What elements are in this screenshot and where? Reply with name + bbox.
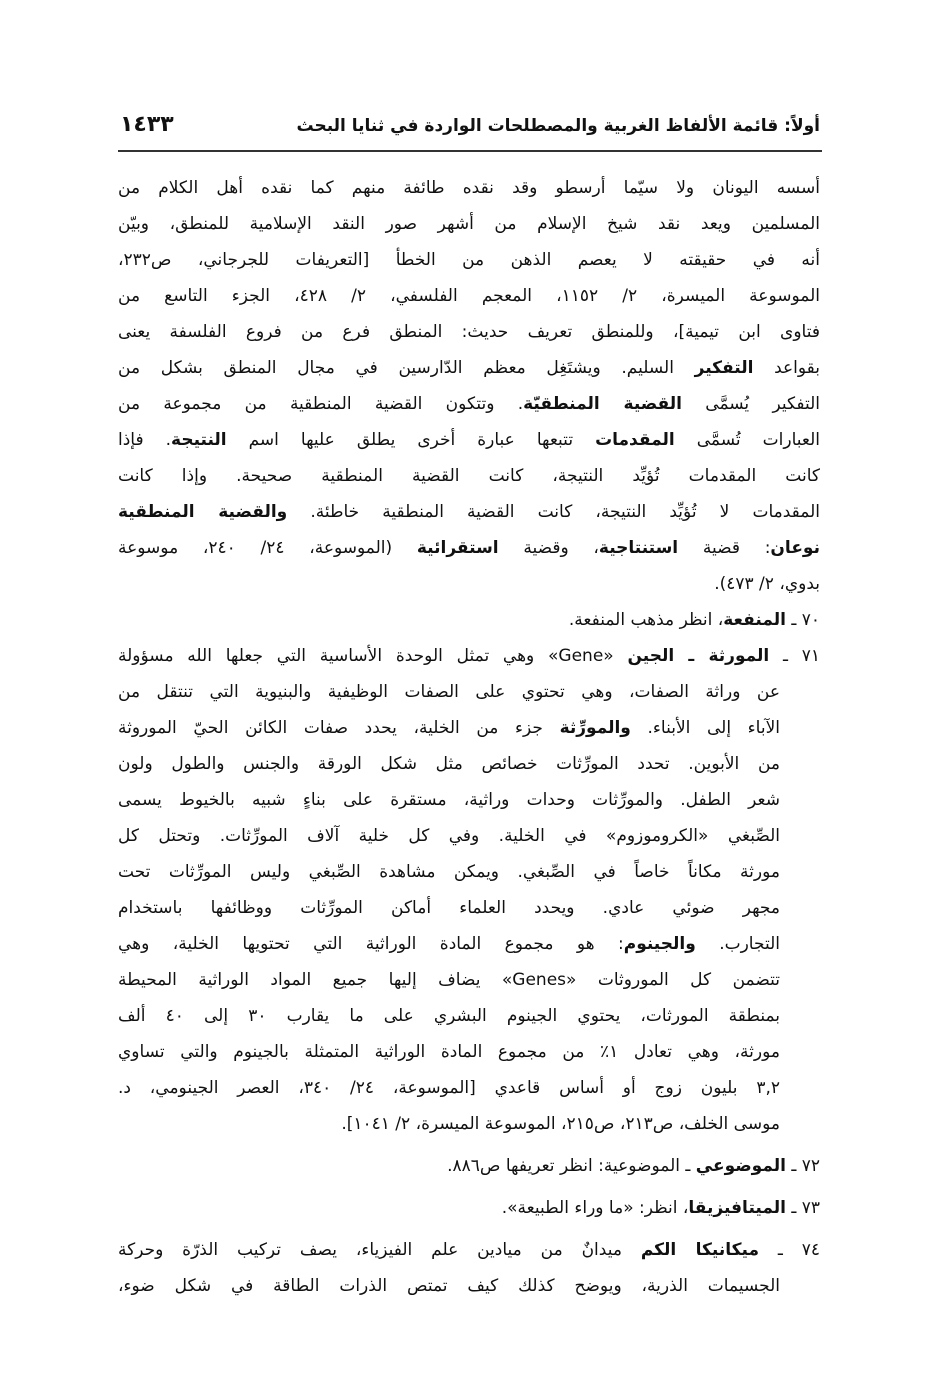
text-run: ٧٣ ـ bbox=[785, 1198, 820, 1218]
text-line bbox=[118, 566, 820, 602]
text-line bbox=[118, 818, 780, 854]
text-line bbox=[118, 926, 780, 962]
text-run: السليم. ويشتَغِل معظم الدّارسين في مجال المنطق بشكل من bbox=[118, 358, 695, 378]
text-run: من الأبوين. تحدد المورِّثات خصائص مثل شكل الورقة والجنس والطول ولون bbox=[118, 754, 780, 774]
text-run: ٣,٢ بليون زوج أو أساس قاعدي [الموسوعة، ٢٤/ ٣٤٠، العصر الجينومي، د. bbox=[118, 1078, 780, 1098]
term-bold: استقرائية bbox=[416, 538, 499, 558]
term-bold: النتيجة bbox=[171, 430, 227, 450]
text-run: ٧٤ ـ bbox=[758, 1240, 820, 1260]
text-run: : قضية bbox=[678, 538, 771, 558]
term-bold: ميكانيكا الكم bbox=[640, 1240, 759, 1260]
header-rule bbox=[118, 150, 822, 152]
term-bold: التفكير bbox=[694, 358, 754, 378]
text-run: المسلمين ويعد نقد شيخ الإسلام من أشهر صور النقد الإسلامية للمنطق، وبيّن bbox=[118, 214, 820, 234]
text-line bbox=[118, 530, 820, 566]
text-run: موسى الخلف، ص٢١٣، ص٢١٥، الموسوعة الميسرة، ٢/ ١٠٤١]. bbox=[341, 1114, 780, 1134]
text-line bbox=[118, 494, 820, 530]
text-line bbox=[118, 890, 780, 926]
text-run: ، انظر: «ما وراء الطبيعة». bbox=[501, 1198, 689, 1218]
text-run: الصِّبغي «الكروموزوم» في الخلية. وفي كل خلية آلاف المورِّثات. وتحتل كل bbox=[118, 826, 780, 846]
term-bold: والمورِّثة bbox=[559, 718, 631, 738]
glossary-entry bbox=[118, 1232, 820, 1304]
text-run: شعر الطفل. والمورِّثات وحدات وراثية، مستقرة على بناءٍ شبيه بالخيوط يسمى bbox=[118, 790, 780, 810]
text-run: عن وراثة الصفات، وهي تحتوي على الصفات الوظيفية والبنيوية التي تنتقل من bbox=[118, 682, 780, 702]
text-line bbox=[118, 1190, 820, 1226]
text-line bbox=[118, 998, 780, 1034]
text-line bbox=[118, 1106, 780, 1142]
page-number: ١٤٣٣ bbox=[120, 112, 174, 137]
text-line bbox=[118, 1070, 780, 1106]
text-line bbox=[118, 1148, 820, 1184]
text-run: الآباء إلى الأبناء. bbox=[630, 718, 781, 738]
text-run: أسسه اليونان ولا سيّما أرسطو وقد نقده طائفة منهم كما نقده أهل الكلام من bbox=[118, 178, 820, 198]
text-run: الجسيمات الذرية، ويوضح كذلك كيف تمتص الذرات الطاقة في شكل ضوء، bbox=[118, 1276, 780, 1296]
text-run: بمنطقة المورثات، يحتوي الجينوم البشري على ما يقارب ٣٠ إلى ٤٠ ألف bbox=[118, 1006, 781, 1026]
text-run: ٧١ ـ bbox=[769, 646, 820, 666]
text-line bbox=[118, 962, 780, 998]
text-run: بدوي، ٢/ ٤٧٣). bbox=[714, 574, 820, 594]
text-run: جزء من الخلية، يحدد صفات الكائن الحيّ الموروثة bbox=[118, 718, 560, 738]
text-line bbox=[118, 350, 820, 386]
term-bold: المنفعة bbox=[723, 610, 786, 630]
text-line bbox=[118, 674, 780, 710]
text-line bbox=[118, 854, 780, 890]
text-line bbox=[118, 1268, 780, 1304]
text-run: تتضمن كل الموروثات «Genes» يضاف إليها جميع المواد الوراثية المحيطة bbox=[118, 970, 780, 990]
text-run: (الموسوعة، ٢٤/ ٢٤٠، موسوعة bbox=[118, 538, 417, 558]
text-line bbox=[118, 314, 820, 350]
page-body bbox=[118, 170, 820, 1304]
text-run: ـ الموضوعية: انظر تعريفها ص٨٨٦. bbox=[447, 1156, 696, 1176]
glossary-entry bbox=[118, 638, 820, 1142]
text-run: التفكير يُسمَّى bbox=[681, 394, 820, 414]
text-line bbox=[118, 422, 820, 458]
text-run: ، انظر مذهب المنفعة. bbox=[568, 610, 724, 630]
text-run: كانت المقدمات تُؤيِّد النتيجة، كانت القضية المنطقية صحيحة. وإذا كانت bbox=[118, 466, 820, 486]
term-bold: والجينوم bbox=[623, 934, 696, 954]
text-line bbox=[118, 1034, 780, 1070]
text-run: . وتتكون القضية المنطقية من مجموعة من bbox=[118, 394, 524, 414]
text-line bbox=[118, 1232, 820, 1268]
text-line bbox=[118, 278, 820, 314]
text-line bbox=[118, 206, 820, 242]
text-run: مجهر ضوئي عادي. ويحدد العلماء أماكن المورِّثات ووظائفها باستخدام bbox=[118, 898, 780, 918]
text-run: المقدمات لا تُؤيِّد النتيجة، كانت القضية المنطقية خاطئة. bbox=[287, 502, 820, 522]
term-bold: استنتاجية bbox=[598, 538, 679, 558]
text-run: أنه في حقيقته لا يعصم الذهن من الخطأ [التعريفات للجرجاني، ص٢٣٢، bbox=[118, 250, 820, 270]
glossary-entry bbox=[118, 1190, 820, 1226]
text-line bbox=[118, 458, 820, 494]
text-line bbox=[118, 242, 820, 278]
term-bold: والقضية المنطقية bbox=[118, 502, 288, 522]
text-run: . فإذا bbox=[118, 430, 172, 450]
text-line bbox=[118, 638, 820, 674]
term-bold: الميتافيزيقا bbox=[688, 1198, 786, 1218]
term-bold: نوعان bbox=[770, 538, 820, 558]
text-run: العبارات تُسمَّى bbox=[674, 430, 820, 450]
text-run: فتاوى ابن تيمية]، وللمنطق تعريف حديث: المنطق فرع من فروع الفلسفة يعنى bbox=[118, 322, 820, 342]
text-run: ، وقضية bbox=[498, 538, 599, 558]
text-line bbox=[118, 602, 820, 638]
text-run: بقواعد bbox=[753, 358, 820, 378]
text-run: تتبعها عبارة أخرى يطلق عليها اسم bbox=[226, 430, 596, 450]
text-run: الموسوعة الميسرة، ٢/ ١١٥٢، المعجم الفلسفي، ٢/ ٤٢٨، الجزء التاسع من bbox=[118, 286, 820, 306]
text-run: مورثة، وهي تعادل ١٪ من مجموع المادة الوراثية المتمثلة بالجينوم والتي تساوي bbox=[118, 1042, 780, 1062]
text-line bbox=[118, 386, 820, 422]
text-run: مورثة مكاناً خاصاً في الصِّبغي. ويمكن مشاهدة الصِّبغي وليس المورِّثات تحت bbox=[118, 862, 780, 882]
text-run: التجارب. bbox=[695, 934, 780, 954]
text-run: : هو مجموع المادة الوراثية التي تحتويها الخلية، وهي bbox=[118, 934, 624, 954]
paragraph bbox=[118, 170, 820, 602]
text-line bbox=[118, 710, 780, 746]
term-bold: المقدمات bbox=[595, 430, 675, 450]
term-bold: الموضوعي bbox=[695, 1156, 786, 1176]
text-line bbox=[118, 746, 780, 782]
text-line bbox=[118, 782, 780, 818]
glossary-entry bbox=[118, 602, 820, 638]
text-run: ٧٢ ـ bbox=[785, 1156, 820, 1176]
chapter-title: أولاً: قائمة الألفاظ الغربية والمصطلحات الواردة في ثنايا البحث bbox=[296, 116, 820, 136]
running-header bbox=[118, 112, 820, 146]
term-bold: المورثة ـ الجين bbox=[627, 646, 770, 666]
text-run: ٧٠ ـ bbox=[785, 610, 820, 630]
text-run: «Gene» وهي تمثل الوحدة الأساسية التي جعلها الله مسؤولة bbox=[118, 646, 628, 666]
glossary-entry bbox=[118, 1148, 820, 1184]
text-line bbox=[118, 170, 820, 206]
term-bold: القضية المنطقيّة bbox=[523, 394, 682, 414]
text-run: ميدانٌ من ميادين علم الفيزياء، يصف تركيب الذرّة وحركة bbox=[118, 1240, 641, 1260]
